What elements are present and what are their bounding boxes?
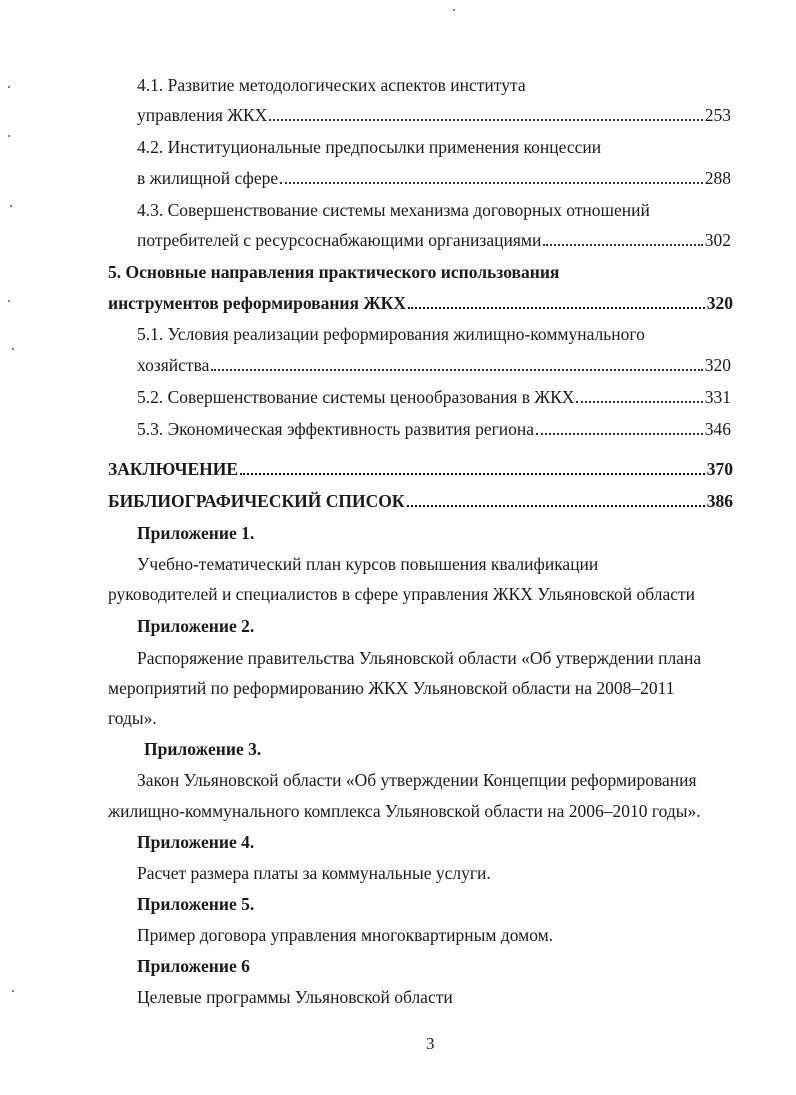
scan-speck [8, 300, 10, 302]
toc-leader-dots [408, 306, 705, 309]
toc-5-3-entry[interactable] [137, 418, 731, 440]
toc-4-1-line2: управления ЖКХ [137, 105, 268, 125]
toc-4-3-line1: 4.3. Совершенствование системы механизма договорных отношений [137, 200, 650, 220]
toc-leader-dots [280, 181, 703, 184]
appendix-6-line1: Целевые программы Ульяновской области [137, 987, 453, 1007]
toc-4-1-entry[interactable] [137, 104, 731, 126]
appendix-2-title[interactable]: Приложение 2. [137, 616, 255, 636]
toc-bibliography-entry[interactable] [108, 490, 733, 512]
scan-speck [10, 205, 12, 207]
toc-5-3-page: 346 [704, 419, 731, 439]
appendix-4-title[interactable]: Приложение 4. [137, 832, 255, 852]
toc-4-2-line1: 4.2. Институциональные предпосылки применения концессии [137, 137, 602, 157]
toc-chapter-5-line2: инструментов реформирования ЖКХ [108, 293, 406, 313]
toc-conclusion-entry[interactable] [108, 458, 733, 480]
toc-5-3-title: 5.3. Экономическая эффективность развития региона [137, 419, 535, 439]
toc-chapter-5-line1: 5. Основные направления практического использования [108, 262, 560, 282]
appendix-1-line2: руководителей и специалистов в сфере управления ЖКХ Ульяновской области [108, 584, 696, 604]
toc-leader-dots [211, 368, 702, 371]
scan-speck [8, 135, 10, 137]
toc-4-2-page: 288 [704, 168, 731, 188]
toc-5-1-entry[interactable] [137, 354, 731, 376]
appendix-2-line2: мероприятий по реформированию ЖКХ Ульяновской области на 2008–2011 [108, 678, 675, 698]
appendix-3-line1: Закон Ульяновской области «Об утверждении Концепции реформирования [137, 770, 697, 790]
toc-5-1-page: 320 [704, 355, 731, 375]
toc-5-1-line1: 5.1. Условия реализации реформирования жилищно-коммунального [137, 324, 645, 344]
toc-4-2-line2: в жилищной сфере [137, 168, 279, 188]
toc-leader-dots [240, 472, 705, 475]
toc-4-1-line1: 4.1. Развитие методологических аспектов института [137, 75, 526, 95]
toc-leader-dots [576, 400, 702, 403]
appendix-5-line1: Пример договора управления многоквартирным домом. [137, 925, 554, 945]
toc-4-1-page: 253 [704, 105, 731, 125]
appendix-1-title[interactable]: Приложение 1. [137, 523, 255, 543]
toc-5-2-page: 331 [704, 387, 731, 407]
toc-leader-dots [269, 118, 702, 121]
toc-5-2-title: 5.2. Совершенствование системы ценообразования в ЖКХ [137, 387, 575, 407]
toc-chapter-5-entry[interactable] [108, 292, 733, 314]
appendix-2-line3: годы». [108, 708, 157, 728]
appendix-3-title[interactable]: Приложение 3. [144, 739, 262, 759]
toc-conclusion-title: ЗАКЛЮЧЕНИЕ [108, 459, 239, 479]
toc-4-3-line2: потребителей с ресурсоснабжающими организациями [137, 230, 542, 250]
appendix-4-line1: Расчет размера платы за коммунальные услуги. [137, 863, 491, 883]
page-number: 3 [426, 1034, 435, 1053]
appendix-1-line1: Учебно-тематический план курсов повышения квалификации [137, 554, 599, 574]
appendix-6-title[interactable]: Приложение 6 [137, 956, 250, 976]
scan-speck [12, 990, 14, 992]
scan-speck [453, 9, 455, 11]
scan-speck [12, 348, 14, 350]
toc-leader-dots [407, 504, 705, 507]
toc-conclusion-page: 370 [706, 459, 733, 479]
appendix-2-line1: Распоряжение правительства Ульяновской области «Об утверждении плана [137, 648, 702, 668]
toc-leader-dots [543, 243, 702, 246]
toc-chapter-5-page: 320 [706, 293, 733, 313]
appendix-3-line2: жилищно-коммунального комплекса Ульяновской области на 2006–2010 годы». [108, 801, 701, 821]
toc-4-2-entry[interactable] [137, 167, 731, 189]
toc-leader-dots [536, 432, 703, 435]
toc-5-2-entry[interactable] [137, 386, 731, 408]
appendix-5-title[interactable]: Приложение 5. [137, 894, 255, 914]
toc-5-1-line2: хозяйства [137, 355, 210, 375]
scan-speck [8, 86, 10, 88]
toc-bibliography-title: БИБЛИОГРАФИЧЕСКИЙ СПИСОК [108, 491, 405, 511]
toc-bibliography-page: 386 [706, 491, 733, 511]
toc-4-3-entry[interactable] [137, 229, 731, 251]
toc-4-3-page: 302 [704, 230, 731, 250]
